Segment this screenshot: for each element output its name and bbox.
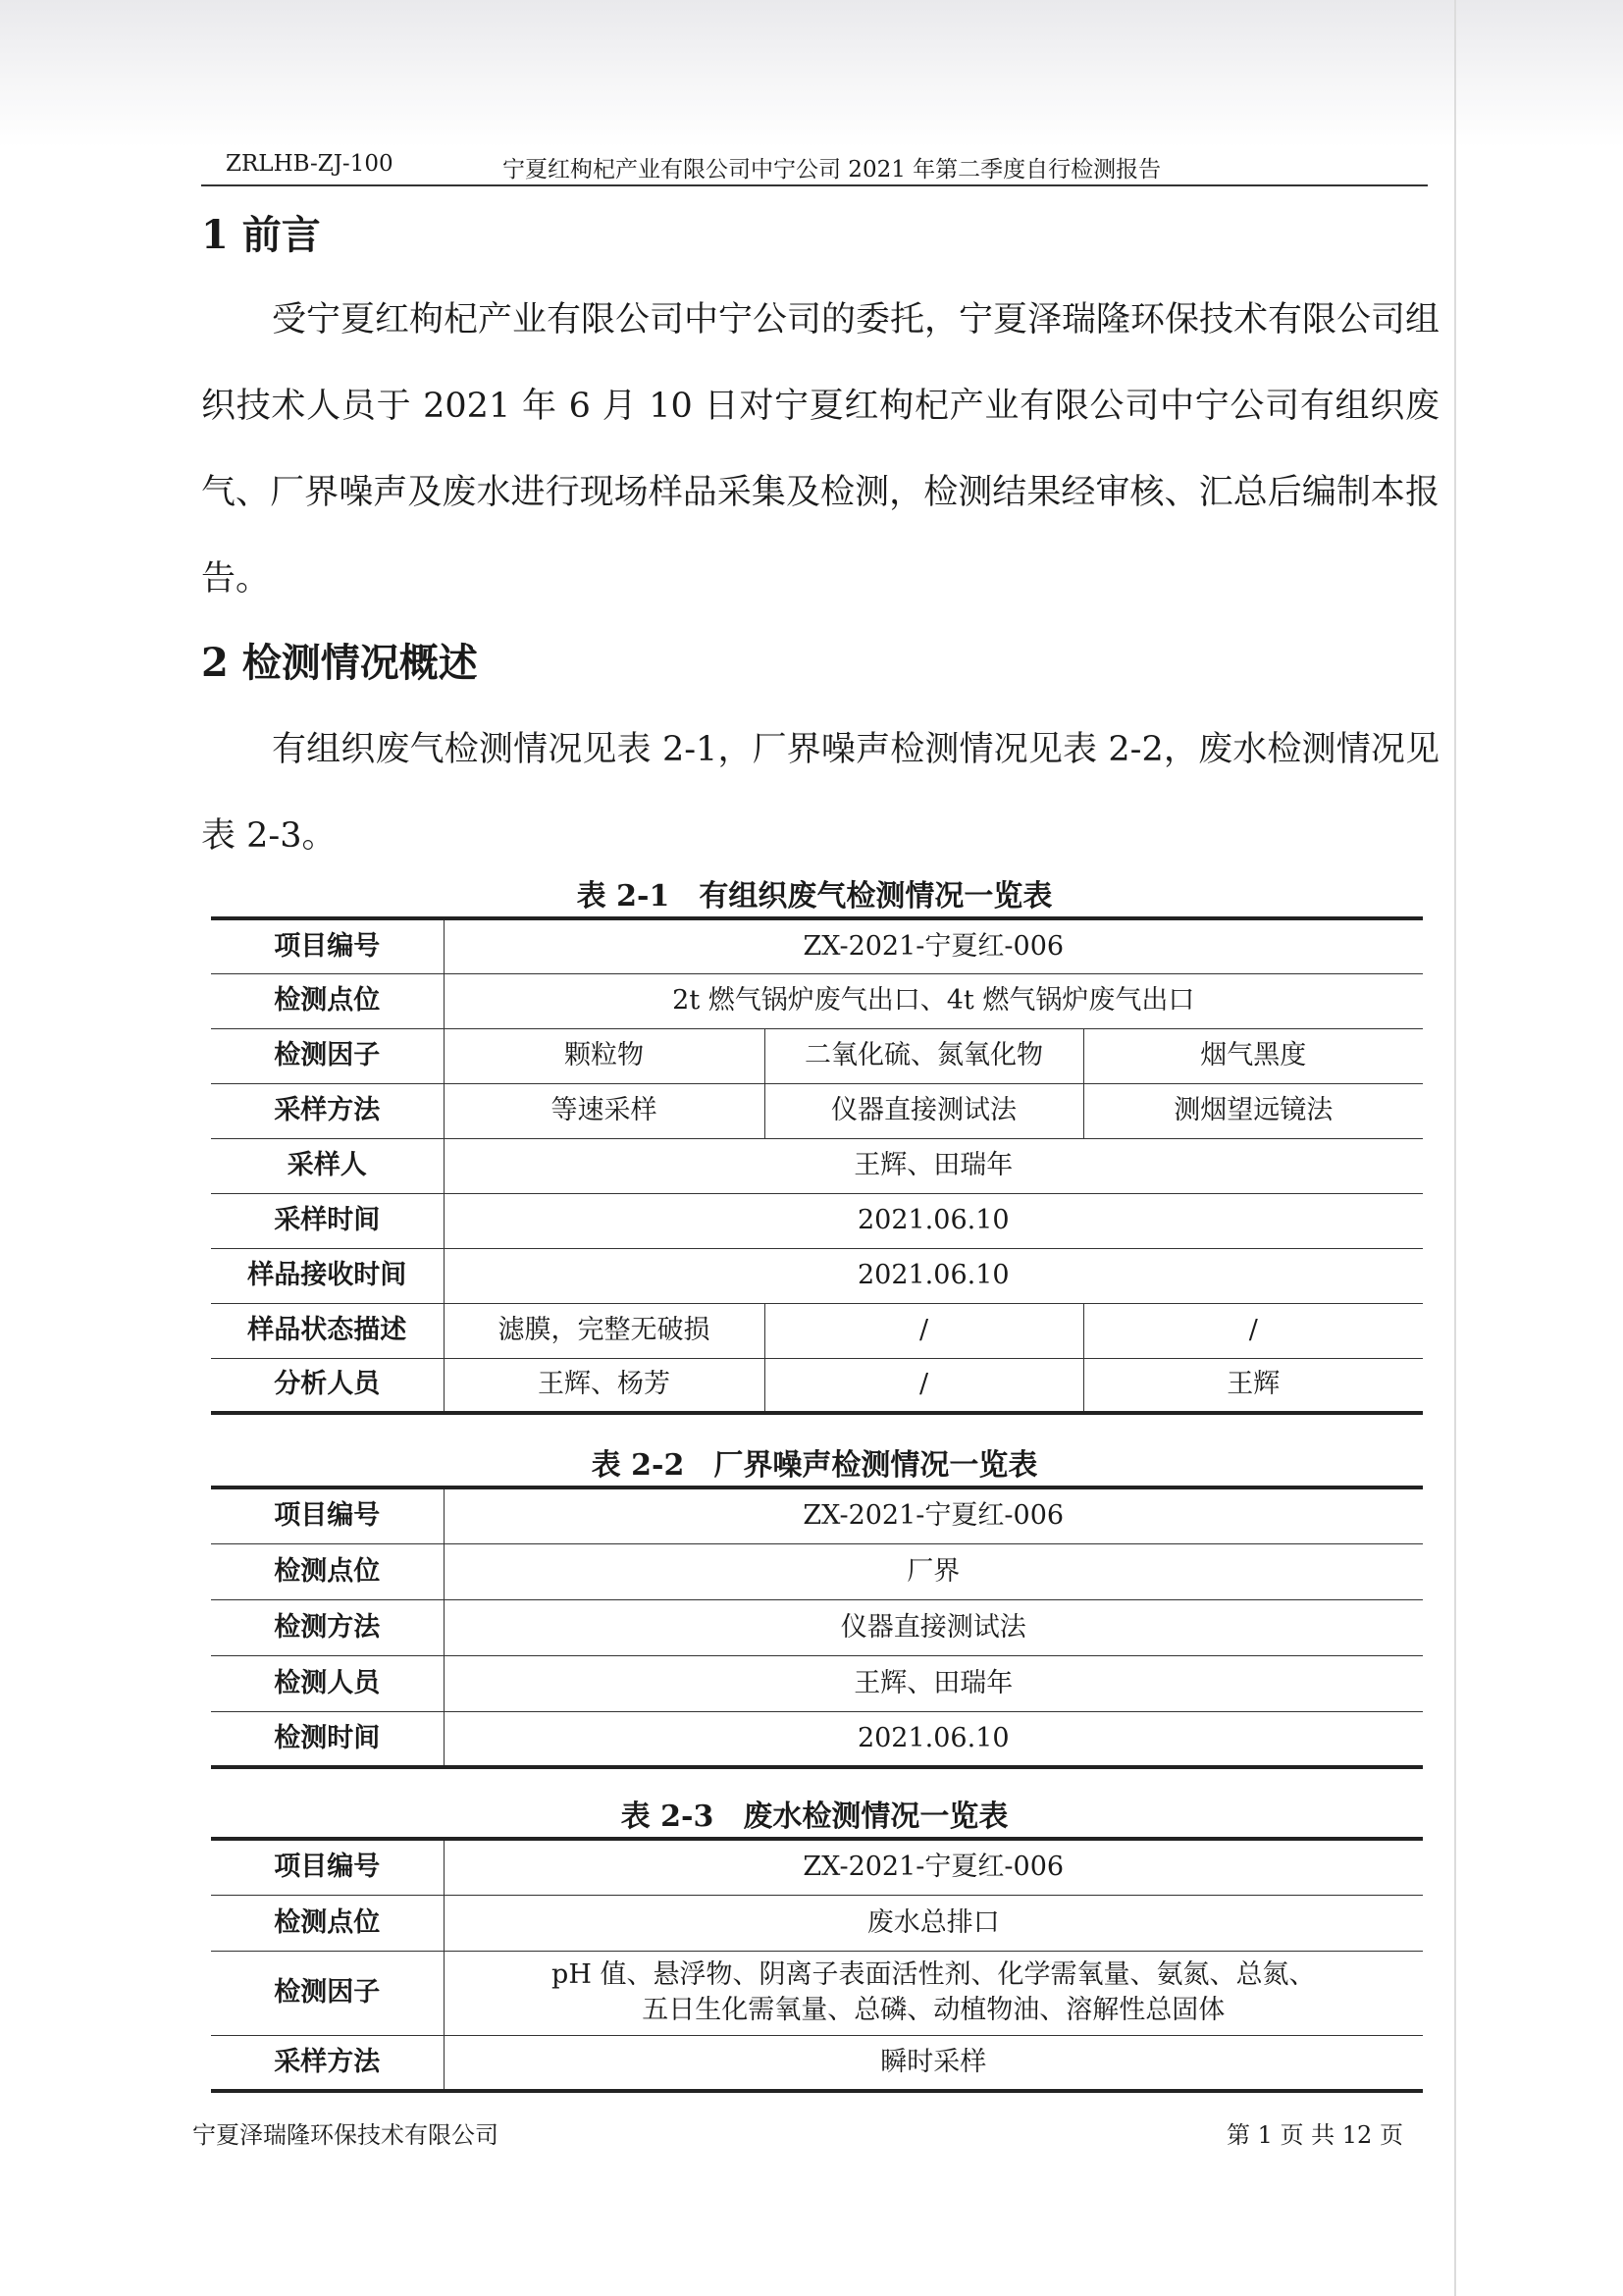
- sample-time: 2021.06.10: [444, 1193, 1423, 1248]
- section-1-paragraph: 受宁夏红枸杞产业有限公司中宁公司的委托，宁夏泽瑞隆环保技术有限公司组织技术人员于 2021 年 6 月 10 日对宁夏红枸杞产业有限公司中宁公司有组织废气、厂界噪声及废水进行现场样品采集及检测，检测结果经审核、汇总后编制本报告。: [201, 300, 1440, 599]
- monitoring-factors: [444, 1951, 1423, 2035]
- analyst-cell: 王辉、杨芳: [444, 1358, 764, 1413]
- monitoring-staff: 王辉、田瑞年: [444, 1655, 1423, 1711]
- monitoring-point: 2t 燃气锅炉废气出口、4t 燃气锅炉废气出口: [444, 973, 1423, 1028]
- table-row: [211, 1951, 1423, 2035]
- factor-line: 五日生化需氧量、总磷、动植物油、溶解性总固体: [642, 1995, 1226, 2025]
- row-label: 检测点位: [211, 1895, 444, 1951]
- table-row: [211, 1303, 1423, 1358]
- row-label: 检测因子: [211, 1951, 444, 2035]
- factor-line: pH 值、悬浮物、阴离子表面活性剂、化学需氧量、氨氮、总氮、: [551, 1959, 1316, 1990]
- project-number: ZX-2021-宁夏红-006: [444, 1839, 1423, 1895]
- table-2-3-caption: 表 2-3 废水检测情况一览表: [620, 1800, 1009, 1834]
- section-2-heading: 2 检测情况概述: [201, 640, 478, 686]
- table-2-2-caption: 表 2-2 厂界噪声检测情况一览表: [591, 1448, 1038, 1483]
- state-cell: /: [764, 1303, 1083, 1358]
- table-2-3: [211, 1837, 1423, 2093]
- row-label: 检测方法: [211, 1599, 444, 1655]
- table-row: [211, 1028, 1423, 1083]
- page-header: [226, 151, 1423, 183]
- row-label: 分析人员: [211, 1358, 444, 1413]
- method-cell: 测烟望远镜法: [1083, 1083, 1423, 1138]
- table-row: [211, 2035, 1423, 2091]
- report-code: ZRLHB-ZJ-100: [226, 151, 393, 177]
- state-cell: 滤膜，完整无破损: [444, 1303, 764, 1358]
- monitoring-point: 废水总排口: [444, 1895, 1423, 1951]
- table-2-1: [211, 916, 1423, 1415]
- table-2-2: [211, 1486, 1423, 1769]
- table-row: [211, 1895, 1423, 1951]
- project-number: ZX-2021-宁夏红-006: [444, 918, 1423, 973]
- row-label: 检测点位: [211, 1543, 444, 1599]
- factor-cell: 烟气黑度: [1083, 1028, 1423, 1083]
- row-label: 检测因子: [211, 1028, 444, 1083]
- table-row: [211, 1193, 1423, 1248]
- monitoring-method: 仪器直接测试法: [444, 1599, 1423, 1655]
- table-row: [211, 1655, 1423, 1711]
- row-label: 采样时间: [211, 1193, 444, 1248]
- table-row: [211, 1839, 1423, 1895]
- table-row: [211, 1138, 1423, 1193]
- factor-cell: 二氧化硫、氮氧化物: [764, 1028, 1083, 1083]
- factor-cell: 颗粒物: [444, 1028, 764, 1083]
- sampler: 王辉、田瑞年: [444, 1138, 1423, 1193]
- table-row: [211, 1543, 1423, 1599]
- header-rule: [201, 184, 1428, 186]
- sampling-method: 瞬时采样: [444, 2035, 1423, 2091]
- footer-company: 宁夏泽瑞隆环保技术有限公司: [192, 2121, 498, 2149]
- row-label: 检测点位: [211, 973, 444, 1028]
- monitoring-time: 2021.06.10: [444, 1711, 1423, 1767]
- row-label: 样品接收时间: [211, 1248, 444, 1303]
- report-title: 宁夏红枸杞产业有限公司中宁公司 2021 年第二季度自行检测报告: [502, 157, 1162, 183]
- table-row: [211, 1711, 1423, 1767]
- row-label: 项目编号: [211, 1487, 444, 1543]
- row-label: 样品状态描述: [211, 1303, 444, 1358]
- row-label: 采样方法: [211, 1083, 444, 1138]
- row-label: 检测人员: [211, 1655, 444, 1711]
- row-label: 项目编号: [211, 1839, 444, 1895]
- section-2-paragraph: 有组织废气检测情况见表 2-1，厂界噪声检测情况见表 2-2，废水检测情况见表 2-3。: [201, 730, 1440, 856]
- receive-time: 2021.06.10: [444, 1248, 1423, 1303]
- monitoring-point: 厂界: [444, 1543, 1423, 1599]
- table-row: [211, 973, 1423, 1028]
- method-cell: 仪器直接测试法: [764, 1083, 1083, 1138]
- row-label: 采样人: [211, 1138, 444, 1193]
- state-cell: /: [1083, 1303, 1423, 1358]
- section-1-heading: 1 前言: [201, 212, 321, 258]
- footer-page-number: 第 1 页 共 12 页: [1227, 2121, 1403, 2149]
- project-number: ZX-2021-宁夏红-006: [444, 1487, 1423, 1543]
- row-label: 检测时间: [211, 1711, 444, 1767]
- table-row: [211, 1487, 1423, 1543]
- row-label: 采样方法: [211, 2035, 444, 2091]
- table-2-1-caption: 表 2-1 有组织废气检测情况一览表: [576, 879, 1053, 913]
- table-row: [211, 1599, 1423, 1655]
- scan-shading: [0, 0, 1623, 147]
- table-row: [211, 1083, 1423, 1138]
- table-row: [211, 918, 1423, 973]
- method-cell: 等速采样: [444, 1083, 764, 1138]
- row-label: 项目编号: [211, 918, 444, 973]
- scan-edge-line: [1454, 0, 1456, 2296]
- table-row: [211, 1248, 1423, 1303]
- analyst-cell: 王辉: [1083, 1358, 1423, 1413]
- analyst-cell: /: [764, 1358, 1083, 1413]
- table-row: [211, 1358, 1423, 1413]
